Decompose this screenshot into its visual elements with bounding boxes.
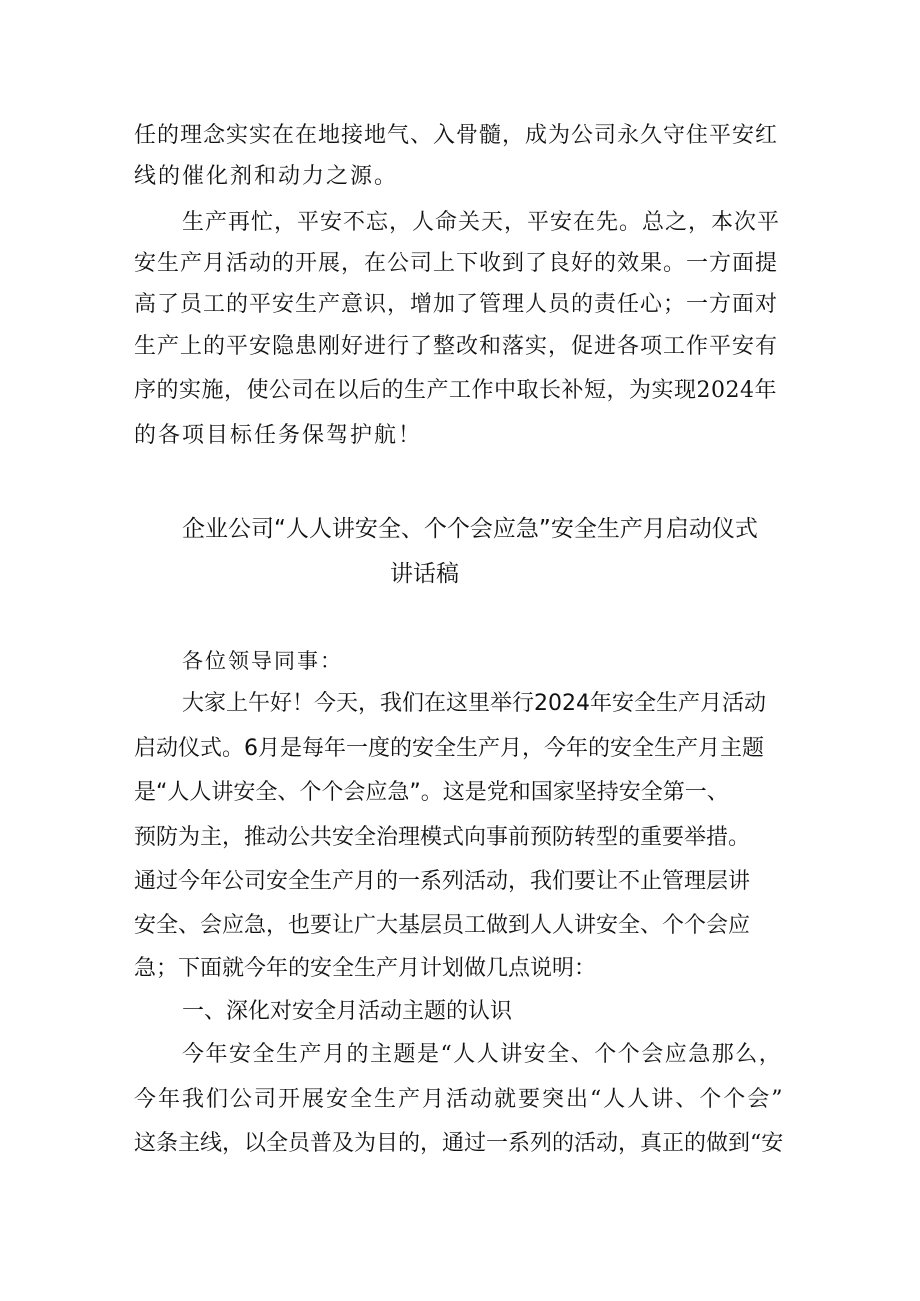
paragraph-line: 的各项目标任务保驾护航！: [134, 423, 423, 448]
paragraph-line: 生产再忙，平安不忘，人命关天，平安在先。总之，本次平: [182, 210, 781, 235]
paragraph-line: 急；下面就今年的安全生产月计划做几点说明：: [134, 956, 597, 981]
paragraph-line: 线的催化剂和动力之源。: [134, 164, 399, 189]
document-title-line2: 讲话稿: [390, 561, 459, 587]
paragraph-line: 今年安全生产月的主题是“人人讲安全、个个会应急那么，: [182, 1042, 783, 1067]
document-title: 企业公司“人人讲安全、个个会应急”安全生产月启动仪式: [182, 516, 758, 542]
paragraph-line: 通过今年公司安全生产月的一系列活动，我们要让不止管理层讲: [134, 869, 751, 894]
paragraph-line: 是“人人讲安全、个个会应急”。这是党和国家坚持安全第一、: [134, 780, 729, 805]
paragraph-line: 安生产月活动的开展，在公司上下收到了良好的效果。一方面提: [134, 251, 779, 276]
paragraph-line: 启动仪式。6月是每年一度的安全生产月，今年的安全生产月主题: [134, 736, 764, 761]
paragraph-line: 序的实施，使公司在以后的生产工作中取长补短，为实现2024年: [134, 378, 777, 403]
paragraph-line: 大家上午好！今天，我们在这里举行2024年安全生产月活动: [182, 691, 766, 716]
paragraph-line: 预防为主，推动公共安全治理模式向事前预防转型的重要举措。: [134, 825, 751, 850]
paragraph-line: 高了员工的平安生产意识，增加了管理人员的责任心；一方面对: [134, 292, 779, 317]
paragraph-line: 生产上的平安隐患刚好进行了整改和落实，促进各项工作平安有: [134, 334, 779, 359]
paragraph-line: 这条主线，以全员普及为目的，通过一系列的活动，真正的做到“安: [134, 1131, 784, 1156]
salutation: 各位领导同事：: [182, 649, 343, 673]
paragraph-line: 安全、会应急，也要让广大基层员工做到人人讲安全、个个会应: [134, 913, 751, 938]
section-heading: 一、深化对安全月活动主题的认识: [182, 999, 513, 1024]
paragraph-line: 今年我们公司开展安全生产月活动就要突出“人人讲、个个会”: [134, 1087, 785, 1112]
paragraph-line: 任的理念实实在在地接地气、入骨髓，成为公司永久守住平安红: [134, 123, 779, 148]
